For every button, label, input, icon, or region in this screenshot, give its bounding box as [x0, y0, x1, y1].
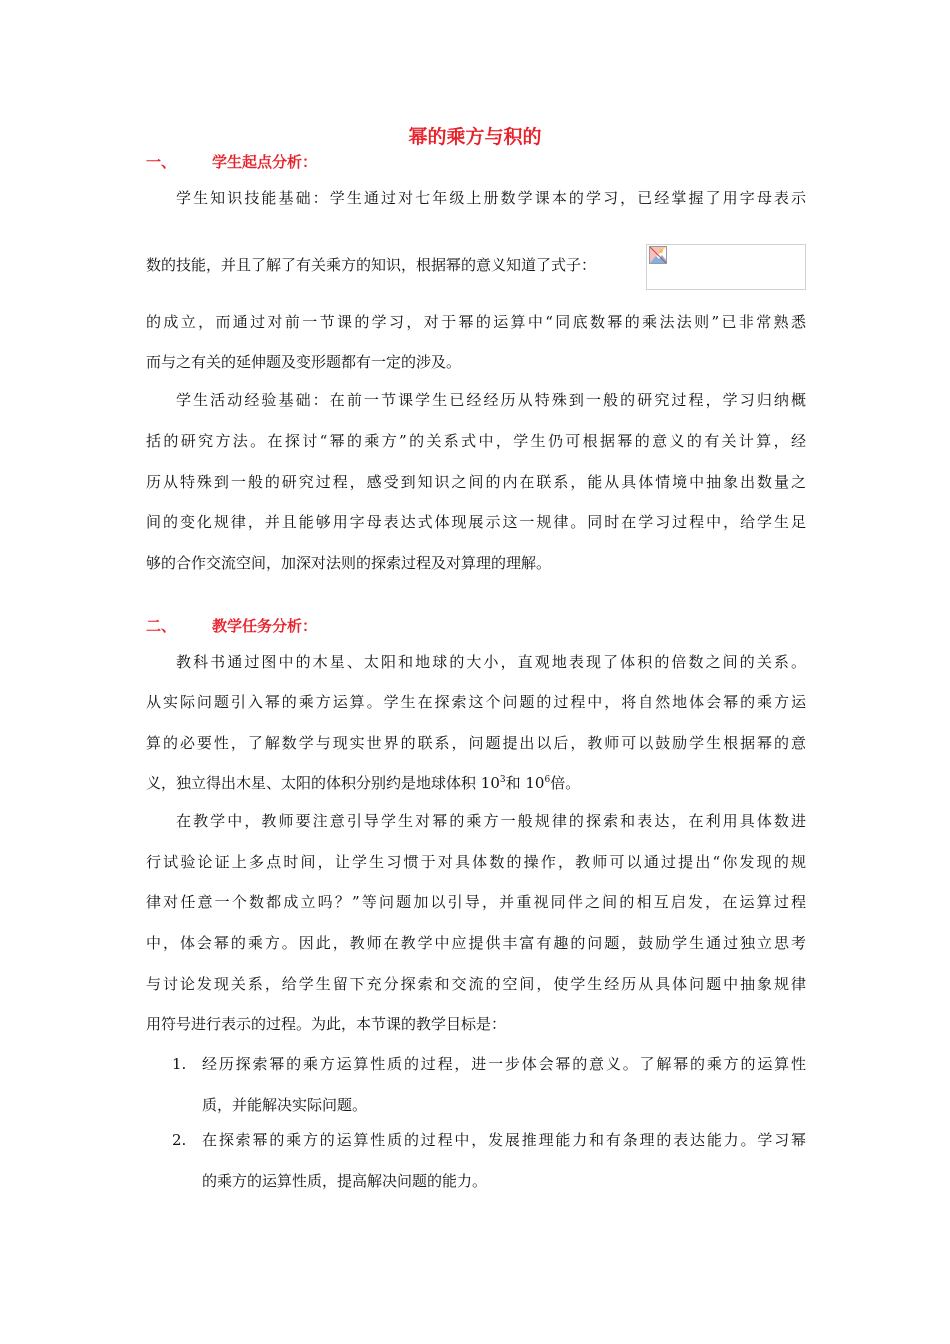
paragraph-line: 数的技能，并且了解了有关乘方的知识，根据幂的意义知道了式子：	[146, 256, 597, 274]
paragraph-line: 学生活动经验基础：在前一节课学生已经经历从特殊到一般的研究过程，学习归纳概	[176, 391, 806, 409]
list-item-number: 2.	[172, 1131, 187, 1149]
paragraph-line: 的成立，而通过对前一节课的学习，对于幂的运算中“同底数幂的乘法法则”已非常熟悉	[146, 313, 806, 331]
section-1-number: 一、	[146, 153, 177, 171]
list-item-number: 1.	[172, 1055, 187, 1073]
paragraph-line: 行试验论证上多点时间，让学生习惯于对具体数的操作，教师可以通过提出“你发现的规	[146, 853, 806, 871]
section-2-heading	[146, 616, 317, 636]
paragraph-line: 中，体会幂的乘方。因此，教师在教学中应提供丰富有趣的问题，鼓励学生通过独立思考	[146, 934, 806, 952]
paragraph-line: 在教学中，教师要注意引导学生对幂的乘方一般规律的探索和表达，在利用具体数进	[176, 812, 806, 830]
paragraph-line: 学生知识技能基础：学生通过对七年级上册数学课本的学习，已经掌握了用字母表示	[176, 189, 806, 207]
paragraph-line: 与讨论发现关系，给学生留下充分探索和交流的空间，使学生经历从具体问题中抽象规律	[146, 975, 806, 993]
list-item-text: 质，并能解决实际问题。	[202, 1096, 368, 1114]
section-2-title: 教学任务分析：	[212, 617, 318, 635]
section-2-number: 二、	[146, 617, 177, 635]
paragraph-line: 括的研究方法。在探讨“幂的乘方”的关系式中，学生仍可根据幂的意义的有关计算，经	[146, 432, 806, 450]
paragraph-line: 而与之有关的延伸题及变形题都有一定的涉及。	[146, 353, 462, 371]
section-1-title: 学生起点分析：	[212, 153, 318, 171]
paragraph-line: 律对任意一个数都成立吗？”等问题加以引导，并重视同伴之间的相互启发，在运算过程	[146, 893, 806, 911]
paragraph-line-volume	[146, 773, 580, 793]
paragraph-line: 历从特殊到一般的研究过程，感受到知识之间的内在联系，能从具体情境中抽象出数量之	[146, 473, 806, 491]
paragraph-line: 间的变化规律，并且能够用字母表达式体现展示这一规律。同时在学习过程中，给学生足	[146, 513, 806, 531]
volume-text: 和 10	[505, 774, 545, 792]
broken-image-icon	[649, 246, 667, 264]
volume-text: 倍。	[550, 774, 581, 792]
list-item-text: 经历探索幂的乘方运算性质的过程，进一步体会幂的意义。了解幂的乘方的运算性	[202, 1055, 806, 1073]
volume-text: 义，独立得出木星、太阳的体积分别约是地球体积 10	[146, 774, 500, 792]
paragraph-line: 从实际问题引入幂的乘方运算。学生在探索这个问题的过程中，将自然地体会幂的乘方运	[146, 693, 806, 711]
paragraph-line: 教科书通过图中的木星、太阳和地球的大小，直观地表现了体积的倍数之间的关系。	[176, 653, 806, 671]
exponent: 6	[544, 775, 551, 785]
exponent: 3	[499, 775, 506, 785]
list-item-text: 的乘方的运算性质，提高解决问题的能力。	[202, 1172, 488, 1190]
formula-image-placeholder	[646, 244, 806, 290]
section-1-heading	[146, 152, 317, 172]
paragraph-line: 算的必要性，了解数学与现实世界的联系，问题提出以后，教师可以鼓励学生根据幂的意	[146, 734, 806, 752]
list-item-text: 在探索幂的乘方的运算性质的过程中，发展推理能力和有条理的表达能力。学习幂	[202, 1131, 806, 1149]
page-title: 幂的乘方与积的	[408, 126, 542, 148]
paragraph-line: 用符号进行表示的过程。为此，本节课的教学目标是：	[146, 1015, 507, 1033]
paragraph-line: 够的合作交流空间，加深对法则的探索过程及对算理的理解。	[146, 554, 552, 572]
